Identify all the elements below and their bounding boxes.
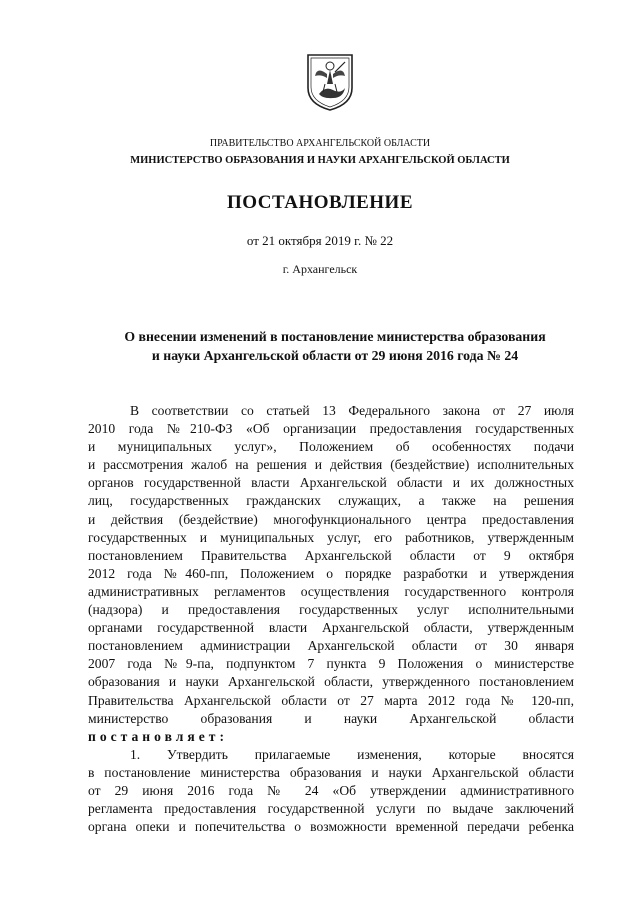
paragraph-line: министерство образования и науки Архангельской области xyxy=(88,710,574,726)
city: г. Архангельск xyxy=(282,262,358,276)
document-subject xyxy=(95,327,575,365)
paragraph-line: образования и науки Архангельской области, утвержденного постановлением xyxy=(88,674,574,690)
paragraph-line: Правительства Архангельской области от 27 марта 2012 года № 120-пп, xyxy=(88,692,574,708)
item-1-first-line: 1. Утвердить прилагаемые изменения, которые вносятся xyxy=(130,746,574,762)
subject-line: О внесении изменений в постановление министерства образования xyxy=(124,329,546,344)
paragraph-line: 2010 года №210-ФЗ «Об организации предоставления государственных xyxy=(88,421,574,437)
paragraph-line: государственных и муниципальных услуг, его работников, утвержденным xyxy=(88,529,574,545)
government-name: ПРАВИТЕЛЬСТВО АРХАНГЕЛЬСКОЙ ОБЛАСТИ xyxy=(209,138,431,149)
paragraph-line: и действия (бездействие) многофункционального центра предоставления xyxy=(88,511,574,527)
paragraph-line: в постановление министерства образования и науки Архангельской области xyxy=(88,764,574,780)
paragraph-line: регламента предоставления государственной услуги по выдаче заключений xyxy=(88,801,574,817)
arkhangelsk-coat-of-arms-icon xyxy=(305,52,355,112)
subject-line: и науки Архангельской области от 29 июня 2016 года № 24 xyxy=(151,348,519,363)
paragraph-line: административных регламентов осуществления государственного контроля xyxy=(88,583,574,599)
paragraph-line: органа опеки и попечительства о возможности временной передачи ребенка xyxy=(88,819,574,835)
paragraph-line: и муниципальных услуг», Положением об особенностях подачи xyxy=(88,439,574,455)
document-body xyxy=(88,402,574,836)
paragraph-line: 2007 года №9-па, подпунктом 7 пункта 9 Положения о министерстве xyxy=(88,656,574,672)
paragraph-line: постановлением администрации Архангельской области от 30 января xyxy=(88,638,574,654)
date-and-number: от 21 октября 2019 г. № 22 xyxy=(246,233,394,248)
resolves-keyword: постановляет: xyxy=(88,728,228,744)
paragraph-line: органами государственной власти Архангельской области, утвержденным xyxy=(88,620,574,636)
paragraph-line: лиц, государственных гражданских служащих, а также на решения xyxy=(88,493,574,509)
paragraph-line: и рассмотрения жалоб на решения и действия (бездействие) исполнительных xyxy=(88,457,574,473)
paragraph-first-line: В соответствии со статьей 13 Федерального закона от 27 июля xyxy=(130,403,574,418)
ministry-name: МИНИСТЕРСТВО ОБРАЗОВАНИЯ И НАУКИ АРХАНГЕЛЬСКОЙ ОБЛАСТИ xyxy=(130,155,510,166)
paragraph-line: от 29 июня 2016 года № 24 «Об утверждении административного xyxy=(88,782,574,798)
paragraph-line: органов государственной власти Архангельской области и их должностных xyxy=(88,475,574,491)
paragraph-line: постановлением Правительства Архангельской области от 9 октября xyxy=(88,547,574,563)
paragraph-line: (надзора) и предоставления государственных услуг исполнительными xyxy=(88,602,574,618)
document-type-title: ПОСТАНОВЛЕНИЕ xyxy=(226,192,414,213)
paragraph-line: 2012 года №460-пп, Положением о порядке разработки и утверждения xyxy=(88,565,574,581)
